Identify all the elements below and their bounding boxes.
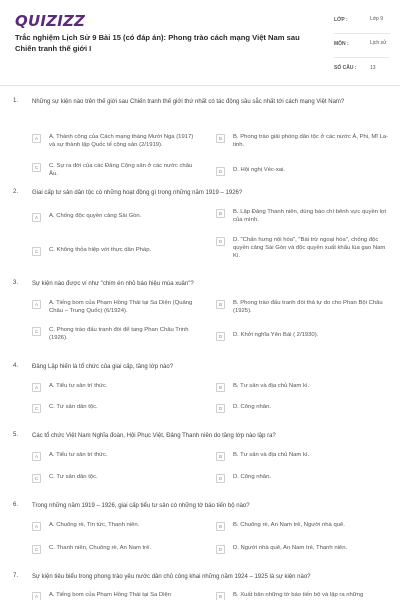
option-text: B. Chuông rè, An Nam trẻ, Người nhà quê. — [233, 522, 345, 528]
question-number: 2. — [13, 189, 19, 195]
question-text: Trong những năm 1919 – 1926, giai cấp tiểu tư sản có những tờ báo tiến bộ nào? — [32, 503, 250, 509]
option-letter-box: A — [32, 213, 41, 222]
question-number: 4. — [13, 363, 19, 369]
option-letter-box: B — [216, 592, 225, 600]
option-text: D. Công nhân. — [233, 404, 271, 410]
option-text: B. Tư sản và địa chủ Nam kì. — [233, 452, 310, 458]
option-letter-box: D — [216, 332, 225, 341]
meta-panel — [334, 10, 390, 82]
option-text: B. Tư sản và địa chủ Nam kì. — [233, 383, 310, 389]
option-text: D. Hội nghị Véc-xai. — [233, 167, 286, 173]
meta-value: Lớp 9 — [370, 16, 384, 22]
meta-label: MÔN : — [334, 41, 349, 47]
option-text: C. Phong trào đấu tranh đòi để tang Phan Châu Trinh (1926). — [49, 327, 189, 341]
option-letter-box: C — [32, 327, 41, 336]
option-text: C. Không thỏa hiệp với thực dân Pháp. — [49, 247, 152, 253]
question-text: Sự kiện tiêu biểu trong phong trào yêu nước dân chủ công khai những năm 1924 – 1925 là sự kiện nào? — [32, 574, 311, 580]
meta-label: SỐ CÂU : — [334, 65, 357, 71]
meta-value: 13 — [370, 65, 376, 71]
option-text: A. Tiếng bom của Phạm Hồng Thái tại Sa Diện — [49, 592, 172, 598]
question-number: 5. — [13, 432, 19, 438]
option-text: B. Phong trào giải phóng dân tộc ở các nước Á, Phi, Mĩ La-tinh. — [233, 134, 389, 148]
meta-row-count — [334, 58, 390, 82]
option-letter-box: D — [216, 474, 225, 483]
option-text: C. Tư sản dân tộc. — [49, 474, 98, 480]
option-letter-box: C — [32, 163, 41, 172]
option-letter-box: B — [216, 522, 225, 531]
question-text: Những sự kiện nào trên thế giới sau Chiến tranh thế giới thứ nhất có tác động sâu sắc nhất tới cách mạng Việt Nam? — [32, 99, 345, 105]
option-letter-box: D — [216, 237, 225, 246]
option-text: C. Tư sản dân tộc. — [49, 404, 98, 410]
meta-label: LỚP : — [334, 17, 348, 23]
option-letter-box: C — [32, 545, 41, 554]
option-text: B. Lập Đảng Thanh niên, dùng báo chí bênh vực quyền lợi của mình. — [233, 209, 387, 223]
option-letter-box: C — [32, 474, 41, 483]
option-letter-box: D — [216, 404, 225, 413]
option-letter-box: C — [32, 404, 41, 413]
option-text: B. Xuất bản những tờ báo tiến bộ và lập ra những — [233, 592, 364, 598]
option-letter-box: B — [216, 383, 225, 392]
option-letter-box: B — [216, 452, 225, 461]
option-letter-box: B — [216, 134, 225, 143]
page-title: Trắc nghiệm Lịch Sử 9 Bài 15 (có đáp án): Phong trào cách mạng Việt Nam sau Chiến tranh thế giới I — [15, 33, 300, 53]
option-text: A. Tiểu tư sản trí thức. — [49, 383, 108, 389]
meta-value: Lịch sử — [370, 40, 387, 46]
option-text: B. Phong trào đấu tranh đòi thả tự do cho Phan Bội Châu (1925). — [233, 300, 383, 314]
option-text: A. Chuông rè, Tin tức, Thanh niên. — [49, 522, 140, 528]
option-letter-box: A — [32, 522, 41, 531]
option-text: A. Chống độc quyền cảng Sài Gòn. — [49, 213, 142, 219]
worksheet-header — [0, 0, 400, 86]
question-number: 7. — [13, 573, 19, 579]
meta-row-class — [334, 10, 390, 34]
question-number: 3. — [13, 280, 19, 286]
option-letter-box: D — [216, 167, 225, 176]
option-text: A. Tiếng bom của Phạm Hồng Thái tại Sa Diện (Quảng Châu – Trung Quốc) (6/1924). — [49, 300, 193, 314]
option-text: A. Thành công của Cách mạng tháng Mười Nga (1917) và sự thành lập Quốc tế cộng sản (2/1919). — [49, 134, 194, 148]
option-letter-box: A — [32, 300, 41, 309]
option-letter-box: A — [32, 383, 41, 392]
question-number: 6. — [13, 502, 19, 508]
option-letter-box: B — [216, 209, 225, 218]
option-text: D. Người nhà quê, An Nam trẻ, Thanh niên. — [233, 545, 348, 551]
option-letter-box: A — [32, 134, 41, 143]
option-text: C. Thanh niên, Chuông rè, An Nam trẻ. — [49, 545, 152, 551]
option-letter-box: C — [32, 247, 41, 256]
option-text: D. "Chấn hưng nội hóa", "Bài trừ ngoại hóa", chống độc quyền cảng Sài Gòn và độc quyền xuất khẩu lúa gạo Nam Kì. — [233, 237, 386, 259]
option-letter-box: A — [32, 452, 41, 461]
quizizz-logo: QUIZIZZ — [15, 12, 86, 30]
option-letter-box: A — [32, 592, 41, 600]
question-text: Giai cấp tư sản dân tộc có những hoạt động gì trong những năm 1919 – 1926? — [32, 190, 243, 196]
question-text: Các tổ chức Việt Nam Nghĩa đoàn, Hội Phục Việt, Đảng Thanh niên do tầng lớp nào lập ra? — [32, 433, 276, 439]
option-letter-box: B — [216, 300, 225, 309]
question-number: 1. — [13, 98, 19, 104]
option-text: D. Công nhân. — [233, 474, 271, 480]
question-text: Sự kiện nào được ví như "chim én nhỏ báo hiệu mùa xuân"? — [32, 281, 194, 287]
option-text: A. Tiểu tư sản trí thức. — [49, 452, 108, 458]
meta-row-subject — [334, 34, 390, 58]
option-letter-box: D — [216, 545, 225, 554]
option-text: C. Sự ra đời của các Đảng Cộng sản ở các nước châu Âu. — [49, 163, 193, 177]
option-text: D. Khởi nghĩa Yên Bái ( 2/1930). — [233, 332, 319, 338]
question-text: Đảng Lập hiến là tổ chức của giai cấp, tầng lớp nào? — [32, 364, 174, 370]
